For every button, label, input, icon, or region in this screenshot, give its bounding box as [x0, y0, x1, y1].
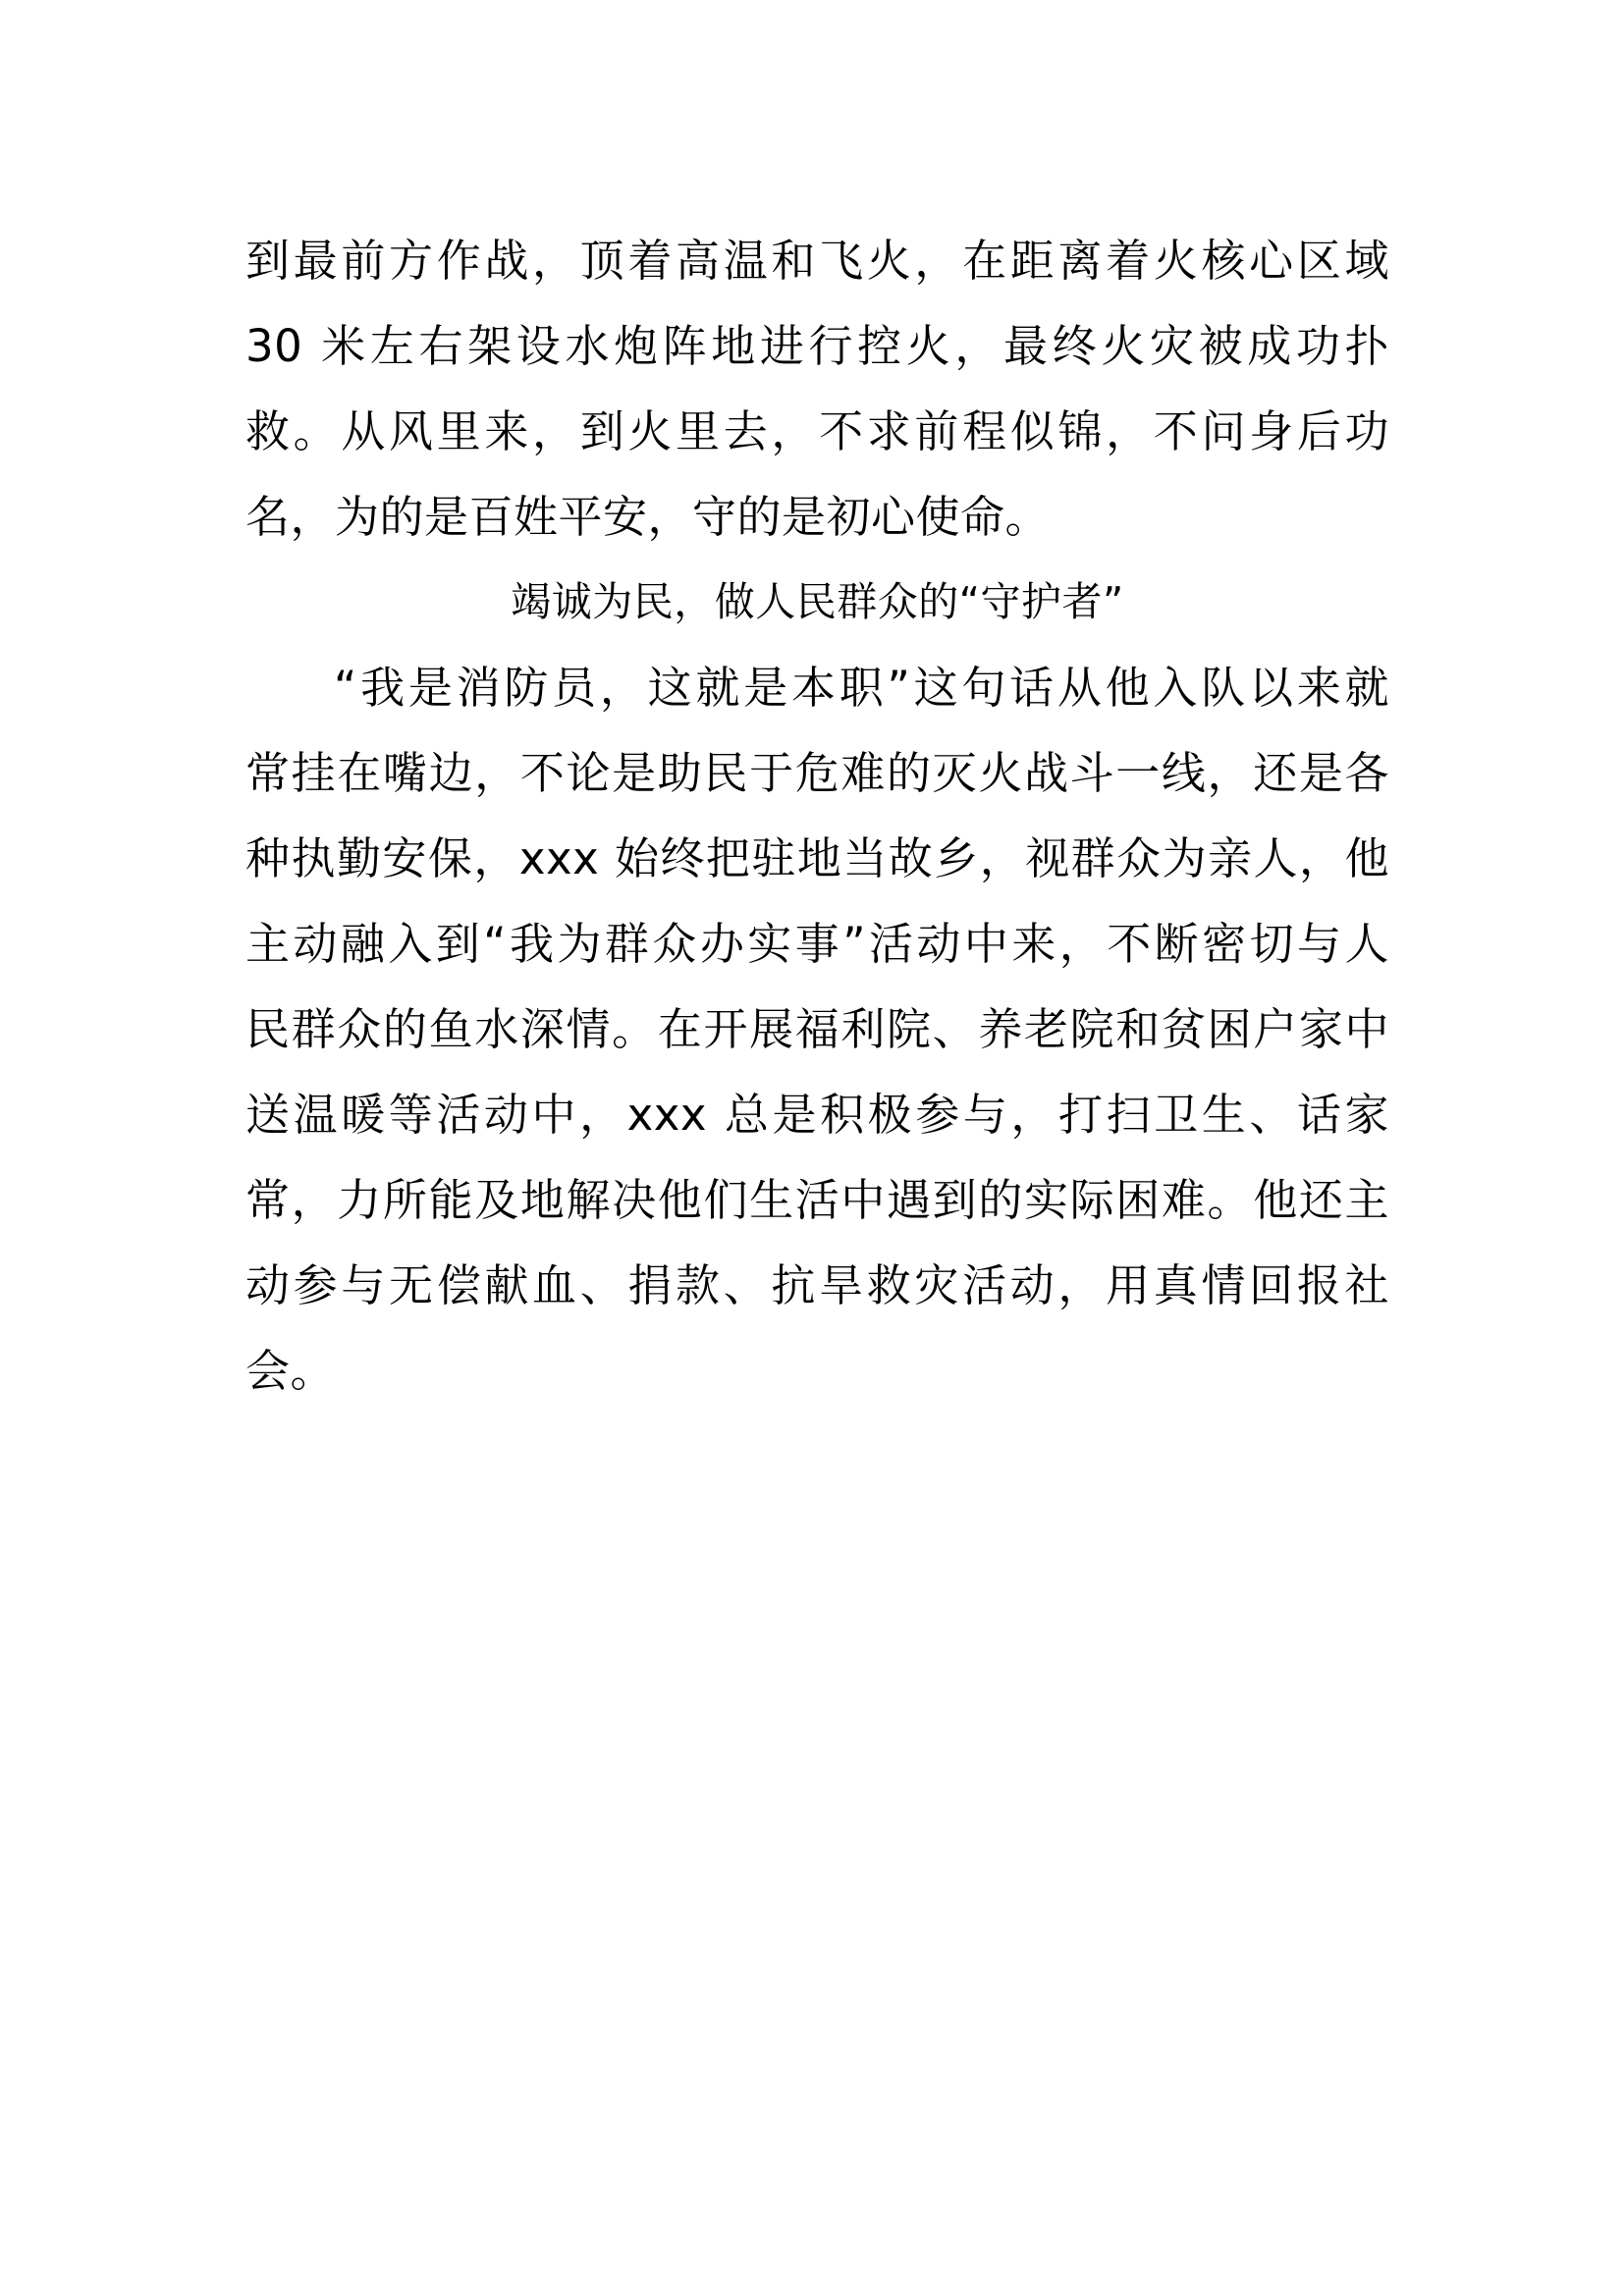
text-line: 种执勤安保，xxx 始终把驻地当故乡，视群众为亲人，他 — [245, 832, 1389, 884]
text-line: 救。从风里来，到火里去，不求前程似锦，不问身后功 — [245, 405, 1389, 457]
paragraph-body — [245, 645, 1389, 1414]
text-line: “我是消防员，这就是本职”这句话从他入队以来就 — [334, 662, 1389, 714]
text-line: 主动融入到“我为群众办实事”活动中来，不断密切与人 — [245, 918, 1389, 970]
text-line: 送温暖等活动中，xxx 总是积极参与，打扫卫生、话家 — [245, 1089, 1389, 1141]
paragraph-continuation — [245, 218, 1389, 560]
section-heading: 竭诚为民，做人民群众的“守护者” — [511, 578, 1124, 625]
text-line: 30 米左右架设水炮阵地进行控火，最终火灾被成功扑 — [245, 320, 1389, 372]
text-line: 民群众的鱼水深情。在开展福利院、养老院和贫困户家中 — [245, 1003, 1389, 1055]
text-line: 会。 — [245, 1345, 336, 1397]
text-line: 常挂在嘴边，不论是助民于危难的灭火战斗一线，还是各 — [245, 747, 1389, 799]
document-body — [245, 218, 1389, 1414]
text-line: 常，力所能及地解决他们生活中遇到的实际困难。他还主 — [245, 1174, 1389, 1226]
text-line: 动参与无偿献血、捐款、抗旱救灾活动，用真情回报社 — [245, 1259, 1389, 1311]
text-line: 名，为的是百姓平安，守的是初心使命。 — [245, 491, 1051, 543]
text-line: 到最前方作战，顶着高温和飞火，在距离着火核心区域 — [245, 235, 1389, 287]
